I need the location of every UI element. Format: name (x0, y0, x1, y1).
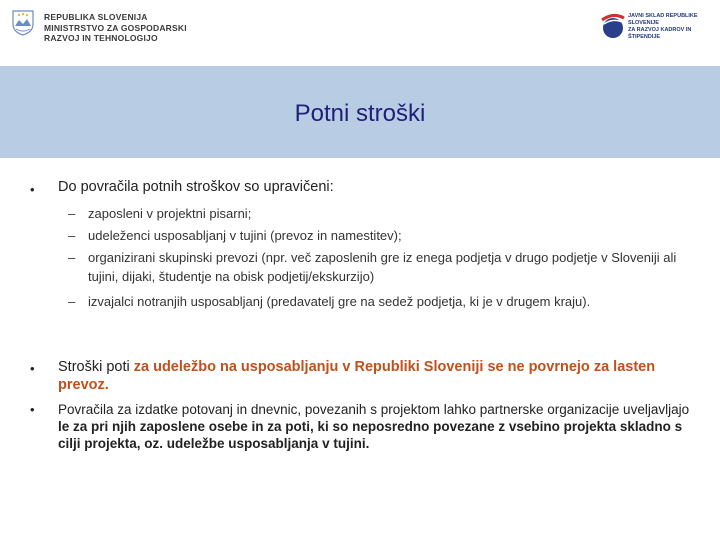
list-item-text: udeleženci usposabljanj v tujini (prevoz in namestitev); (88, 228, 402, 243)
bullet-reimbursement-lead: Povračila za izdatke potovanj in dnevnic, povezanih s projektom lahko partnerske organizacije uveljavljajo (58, 402, 690, 417)
bullet-travel-costs (58, 358, 698, 394)
ministry-line: MINISTRSTVO ZA GOSPODARSKI (44, 22, 187, 33)
fund-line: ZA RAZVOJ KADROV IN ŠTIPENDIJE (628, 27, 692, 40)
slide-content (0, 158, 720, 540)
ministry-line: RAZVOJ IN TEHNOLOGIJO (44, 33, 158, 43)
eu-fund-logo-icon (600, 10, 626, 42)
list-item-text: organizirani skupinski prevozi (npr. več zaposlenih gre iz enega podjetja v drugo podjetje v Sloveniji ali tujini, dijaki, študentje na obisk podjetij/ekskurzijo) (88, 250, 677, 284)
dash-marker: – (68, 294, 76, 309)
bullet-travel-costs-emphasis: za udeležbo na usposabljanju v Republiki Sloveniji se ne povrnejo za lasten prevoz. (58, 359, 656, 393)
bullet-travel-costs-lead: Stroški poti (58, 359, 134, 375)
bullet-marker: • (30, 402, 35, 417)
ministry-name (44, 12, 187, 44)
list-item-text: zaposleni v projektni pisarni; (88, 206, 252, 221)
bullet-reimbursement-emphasis: le za pri njih zaposlene osebe in za poti, ki so neposredno povezane z vsebino projekta skladno s cilji projekta, oz. udeležbe usposabljanja v tujini. (58, 419, 683, 451)
bullet-eligibility: Do povračila potnih stroškov so upravičeni: (58, 179, 334, 195)
fund-line: JAVNI SKLAD REPUBLIKE SLOVENIJE (628, 13, 698, 26)
ministry-line: REPUBLIKA SLOVENIJA (44, 12, 148, 22)
page-title-text: Potni stroški (294, 100, 426, 127)
dash-marker: – (68, 206, 76, 221)
dash-marker: – (68, 228, 76, 243)
fund-name (628, 13, 718, 41)
page-title (0, 100, 720, 128)
dash-marker: – (68, 250, 76, 265)
bullet-reimbursement (58, 401, 698, 452)
list-item-text: izvajalci notranjih usposabljanj (predavatelj gre na sedež podjetja, ki je v drugem kraju). (88, 294, 591, 309)
header (0, 0, 720, 66)
slovenia-coat-of-arms-icon (12, 10, 34, 36)
bullet-marker: • (30, 361, 35, 376)
bullet-marker: • (30, 182, 35, 197)
